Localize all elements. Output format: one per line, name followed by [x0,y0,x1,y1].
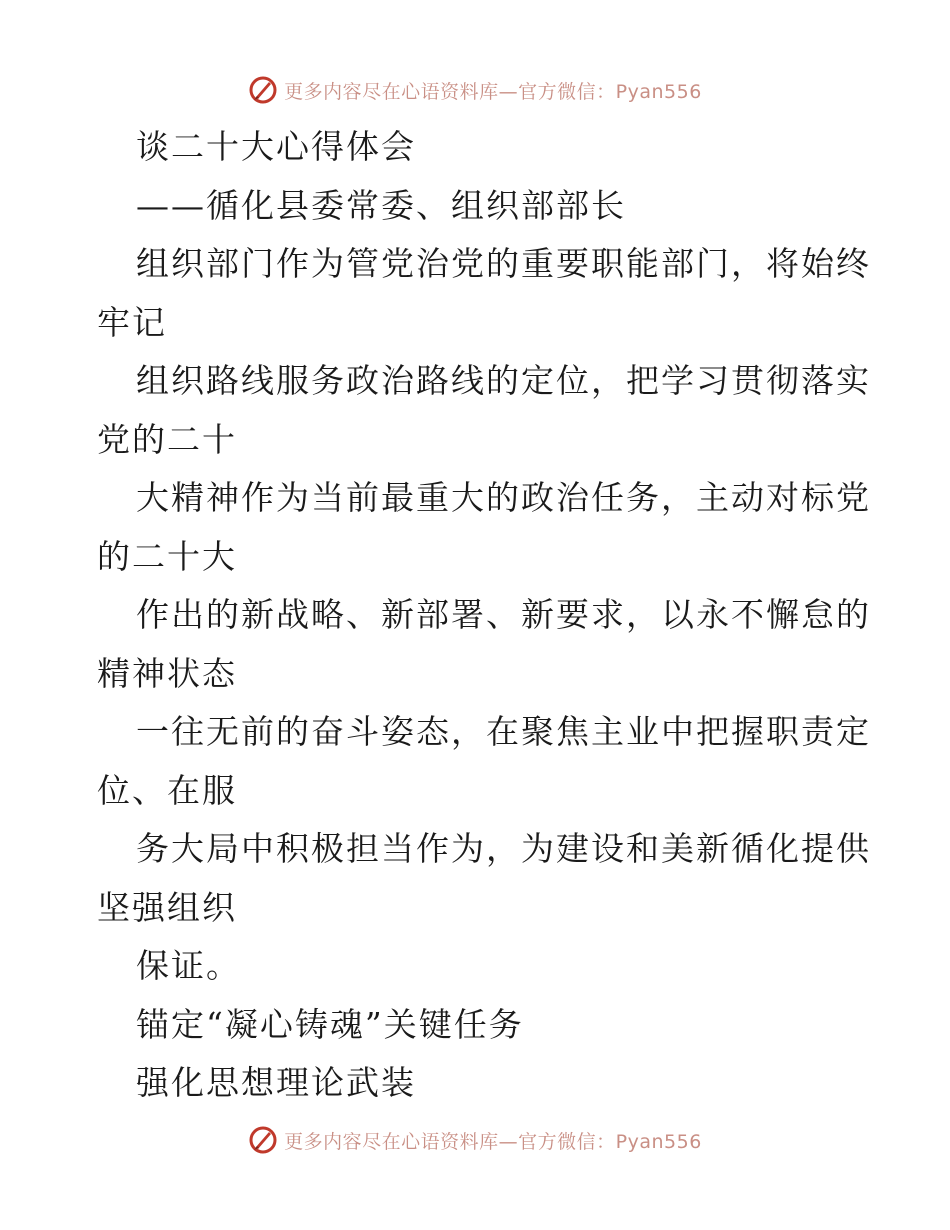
paragraph-line: 组织部门作为管党治党的重要职能部门，将始终 [136,244,871,283]
document-title: 谈二十大心得体会 [136,127,416,166]
document-body [0,118,950,1113]
paragraph-line: 组织路线服务政治路线的定位，把学习贯彻落实 [136,361,871,400]
paragraph-line: 作出的新战略、新部署、新要求，以永不懈怠的 [136,595,871,634]
header-watermark-text: 更多内容尽在心语资料库—官方微信：Pyan556 [284,80,702,103]
header-watermark-banner [0,70,950,110]
footer-watermark-text: 更多内容尽在心语资料库—官方微信：Pyan556 [284,1130,702,1153]
paragraph-line: 坚强组织 [97,887,237,927]
quill-pen-logo-icon [248,1125,278,1155]
paragraph-line: 位、在服 [97,770,237,810]
paragraph-line: 务大局中积极担当作为，为建设和美新循化提供 [136,829,871,868]
paragraph-line: 一往无前的奋斗姿态，在聚焦主业中把握职责定 [136,712,871,751]
section-heading: 锚定“凝心铸魂”关键任务 [136,1004,524,1044]
paragraph-line: 大精神作为当前最重大的政治任务，主动对标党 [136,478,871,517]
paragraph-line: 保证。 [136,946,241,985]
paragraph-line: 牢记 [97,302,167,342]
footer-watermark-banner [0,1120,950,1160]
quill-pen-logo-icon [248,75,278,105]
subsection-heading: 强化思想理论武装 [136,1063,416,1102]
document-author: ——循化县委常委、组织部部长 [136,185,626,225]
paragraph-line: 党的二十 [97,419,237,459]
paragraph-line: 精神状态 [97,653,237,693]
paragraph-line: 的二十大 [97,536,237,576]
